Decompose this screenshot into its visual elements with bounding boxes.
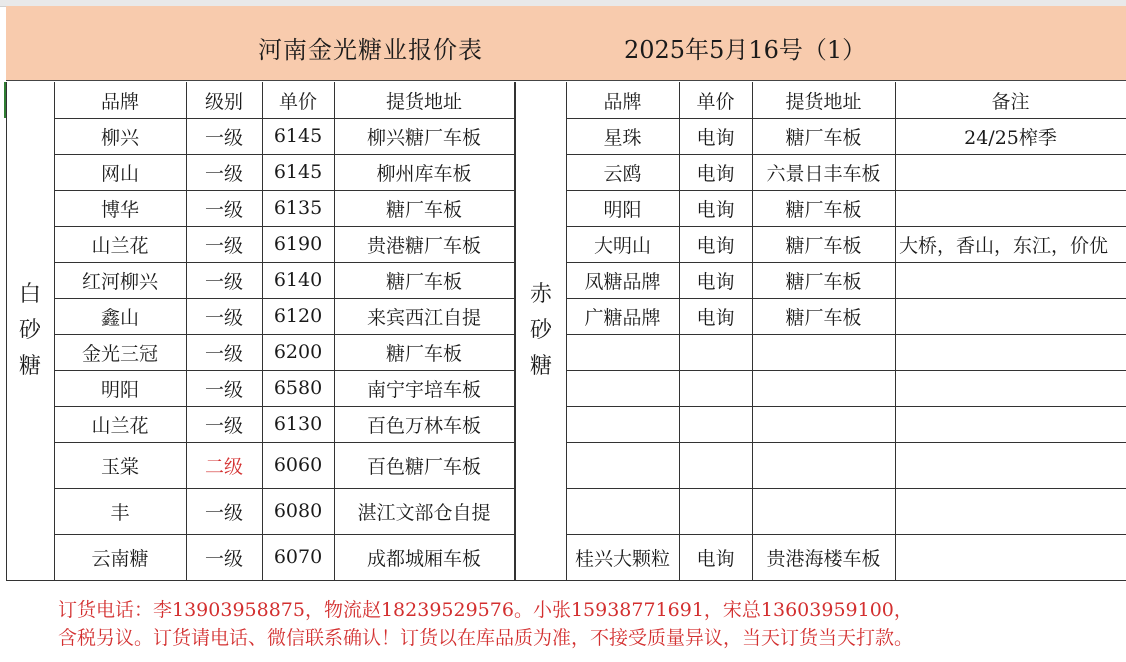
red-brand-cell[interactable]	[566, 334, 679, 370]
red-price-cell[interactable]: 电询	[696, 270, 735, 293]
white-address-cell[interactable]: 糖厂车板	[385, 270, 462, 293]
red-address-cell[interactable]	[752, 488, 895, 534]
white-brand-cell[interactable]: 金光三冠	[81, 342, 158, 365]
red-remark-cell[interactable]	[895, 334, 1126, 370]
red-row-line	[566, 406, 1126, 407]
white-grade-cell[interactable]: 一级	[204, 162, 243, 185]
notes-line-1: 订货电话：李13903958875，物流赵18239529576。小张15938771691，宋总13603959100，	[58, 599, 913, 621]
order-notes[interactable]	[58, 596, 913, 652]
white-grade-cell[interactable]: 一级	[204, 198, 243, 221]
red-address-cell[interactable]: 六景日丰车板	[766, 162, 881, 185]
red-remark-cell[interactable]	[895, 190, 1126, 226]
white-row-line	[54, 534, 514, 535]
white-address-cell[interactable]: 百色糖厂车板	[366, 455, 481, 478]
red-remark-cell[interactable]: 24/25榨季	[964, 126, 1057, 149]
red-brand-cell[interactable]: 桂兴大颗粒	[574, 547, 670, 570]
white-row-line	[54, 370, 514, 371]
white-price-cell[interactable]: 6200	[273, 341, 323, 363]
white-price-cell[interactable]: 6130	[273, 413, 323, 435]
red-row-line	[566, 298, 1126, 299]
red-header-0[interactable]: 品牌	[603, 90, 642, 113]
red-remark-cell[interactable]	[895, 534, 1126, 580]
white-price-cell[interactable]: 6060	[273, 454, 323, 476]
red-row-line	[566, 190, 1126, 191]
red-row-line	[566, 262, 1126, 263]
sheet-title: 河南金光糖业报价表	[258, 36, 483, 64]
red-price-cell[interactable]: 电询	[696, 198, 735, 221]
section-label-char: 砂	[529, 318, 552, 343]
white-grade-cell[interactable]: 一级	[204, 501, 243, 524]
section-divider	[515, 82, 516, 580]
table-bottom-border	[6, 580, 1126, 581]
red-address-cell[interactable]: 贵港海楼车板	[766, 547, 881, 570]
red-brand-cell[interactable]: 星珠	[603, 126, 642, 149]
red-col-line	[752, 82, 753, 580]
red-price-cell[interactable]: 电询	[696, 126, 735, 149]
red-address-cell[interactable]	[752, 334, 895, 370]
red-price-cell[interactable]: 电询	[696, 234, 735, 257]
red-brand-cell[interactable]: 凤糖品牌	[584, 270, 661, 293]
white-brand-cell[interactable]: 博华	[100, 198, 139, 221]
white-brand-cell[interactable]: 丰	[110, 501, 130, 524]
white-price-cell[interactable]: 6140	[273, 269, 323, 291]
red-address-cell[interactable]	[752, 406, 895, 442]
white-price-cell[interactable]: 6070	[273, 546, 323, 568]
red-remark-cell[interactable]	[895, 262, 1126, 298]
red-address-cell[interactable]: 糖厂车板	[785, 306, 862, 329]
white-grade-cell[interactable]: 一级	[204, 306, 243, 329]
red-row-line	[566, 534, 1126, 535]
red-address-cell[interactable]: 糖厂车板	[785, 198, 862, 221]
red-remark-cell[interactable]	[895, 442, 1126, 488]
red-header-1[interactable]: 单价	[696, 90, 735, 113]
white-grade-cell[interactable]: 一级	[204, 547, 243, 570]
sheet-date: 2025年5月16号（1）	[624, 36, 867, 64]
white-header-3[interactable]: 提货地址	[385, 90, 462, 113]
red-address-cell[interactable]	[752, 442, 895, 488]
red-price-cell[interactable]	[679, 370, 752, 406]
white-grade-cell[interactable]: 一级	[204, 126, 243, 149]
red-row-line	[566, 154, 1126, 155]
red-brand-cell[interactable]: 云鸥	[603, 162, 642, 185]
left-border	[6, 82, 7, 580]
white-row-line	[54, 226, 514, 227]
white-row-line	[54, 406, 514, 407]
white-grade-cell[interactable]: 一级	[204, 342, 243, 365]
white-brand-cell[interactable]: 云南糖	[91, 547, 149, 570]
white-col-line	[54, 82, 55, 580]
red-row-line	[566, 370, 1126, 371]
red-row-line	[566, 226, 1126, 227]
white-address-cell[interactable]: 贵港糖厂车板	[366, 234, 481, 257]
red-brand-cell[interactable]: 广糖品牌	[584, 306, 661, 329]
red-row-line	[566, 118, 1126, 119]
title-bar[interactable]	[6, 6, 1126, 81]
red-brand-cell[interactable]	[566, 406, 679, 442]
white-brand-cell[interactable]: 红河柳兴	[81, 270, 158, 293]
white-brand-cell[interactable]: 玉棠	[100, 455, 139, 478]
white-brand-cell[interactable]: 网山	[100, 162, 139, 185]
white-row-line	[54, 442, 514, 443]
white-row-line	[54, 298, 514, 299]
section-label-char: 糖	[18, 354, 41, 379]
white-address-cell[interactable]: 百色万林车板	[366, 414, 481, 437]
red-col-line	[566, 82, 567, 580]
white-sugar-label[interactable]	[6, 82, 54, 580]
red-price-cell[interactable]: 电询	[696, 547, 735, 570]
white-grade-cell[interactable]: 一级	[204, 414, 243, 437]
white-price-cell[interactable]: 6120	[273, 305, 323, 327]
white-address-cell[interactable]: 来宾西江自提	[366, 306, 481, 329]
red-price-cell[interactable]	[679, 488, 752, 534]
red-address-cell[interactable]: 糖厂车板	[785, 270, 862, 293]
red-address-cell[interactable]	[752, 370, 895, 406]
white-price-cell[interactable]: 6145	[273, 161, 323, 183]
section-label-char: 白	[18, 282, 41, 307]
white-grade-cell[interactable]: 一级	[204, 378, 243, 401]
white-price-cell[interactable]: 6580	[273, 377, 323, 399]
red-row-line	[566, 488, 1126, 489]
white-brand-cell[interactable]: 山兰花	[91, 234, 149, 257]
white-row-line	[54, 154, 514, 155]
section-label-char: 糖	[529, 354, 552, 379]
red-row-line	[566, 442, 1126, 443]
white-brand-cell[interactable]: 鑫山	[100, 306, 139, 329]
white-grade-cell[interactable]: 一级	[204, 234, 243, 257]
white-grade-cell[interactable]: 一级	[204, 270, 243, 293]
white-header-2[interactable]: 单价	[278, 90, 317, 113]
white-row-line	[54, 488, 514, 489]
white-price-cell[interactable]: 6190	[273, 233, 323, 255]
white-row-line	[54, 190, 514, 191]
white-address-cell[interactable]: 糖厂车板	[385, 198, 462, 221]
white-price-cell[interactable]: 6080	[273, 500, 323, 522]
white-header-1[interactable]: 级别	[204, 90, 243, 113]
red-col-line	[679, 82, 680, 580]
red-brand-cell[interactable]	[566, 370, 679, 406]
white-brand-cell[interactable]: 明阳	[100, 378, 139, 401]
white-row-line	[54, 118, 514, 119]
red-brand-cell[interactable]: 大明山	[593, 234, 651, 257]
red-remark-cell[interactable]: 大桥，香山，东江，价优	[899, 234, 1109, 257]
red-address-cell[interactable]: 糖厂车板	[785, 126, 862, 149]
white-col-line	[186, 82, 187, 580]
red-sugar-label[interactable]	[516, 82, 566, 580]
red-row-line	[566, 334, 1126, 335]
white-brand-cell[interactable]: 山兰花	[91, 414, 149, 437]
red-col-line	[895, 82, 896, 580]
white-row-line	[54, 262, 514, 263]
red-address-cell[interactable]: 糖厂车板	[785, 234, 862, 257]
white-address-cell[interactable]: 湛江文部仓自提	[357, 501, 491, 524]
white-price-cell[interactable]: 6135	[273, 197, 323, 219]
red-brand-cell[interactable]	[566, 442, 679, 488]
white-col-line	[334, 82, 335, 580]
white-address-cell[interactable]: 成都城厢车板	[366, 547, 481, 570]
white-address-cell[interactable]: 糖厂车板	[385, 342, 462, 365]
red-price-cell[interactable]	[679, 406, 752, 442]
white-address-cell[interactable]: 南宁宇培车板	[366, 378, 481, 401]
white-col-line	[262, 82, 263, 580]
section-label-char: 砂	[18, 318, 41, 343]
red-remark-cell[interactable]	[895, 154, 1126, 190]
red-brand-cell[interactable]	[566, 488, 679, 534]
red-remark-cell[interactable]	[895, 370, 1126, 406]
red-brand-cell[interactable]: 明阳	[603, 198, 642, 221]
red-price-cell[interactable]: 电询	[696, 306, 735, 329]
white-header-0[interactable]: 品牌	[100, 90, 139, 113]
red-price-cell[interactable]: 电询	[696, 162, 735, 185]
section-label-char: 赤	[529, 282, 552, 307]
notes-line-2: 含税另议。订货请电话、微信联系确认！订货以在库品质为准，不接受质量异议，当天订货当天打款。	[58, 627, 914, 649]
red-remark-cell[interactable]	[895, 406, 1126, 442]
white-address-cell[interactable]: 柳州库车板	[376, 162, 472, 185]
white-grade-cell[interactable]: 二级	[204, 455, 243, 478]
red-price-cell[interactable]	[679, 334, 752, 370]
red-header-3[interactable]: 备注	[991, 90, 1030, 113]
red-price-cell[interactable]	[679, 442, 752, 488]
red-remark-cell[interactable]	[895, 488, 1126, 534]
white-brand-cell[interactable]: 柳兴	[100, 126, 139, 149]
white-address-cell[interactable]: 柳兴糖厂车板	[366, 126, 481, 149]
white-row-line	[54, 334, 514, 335]
red-remark-cell[interactable]	[895, 298, 1126, 334]
white-price-cell[interactable]: 6145	[273, 125, 323, 147]
red-header-2[interactable]: 提货地址	[785, 90, 862, 113]
